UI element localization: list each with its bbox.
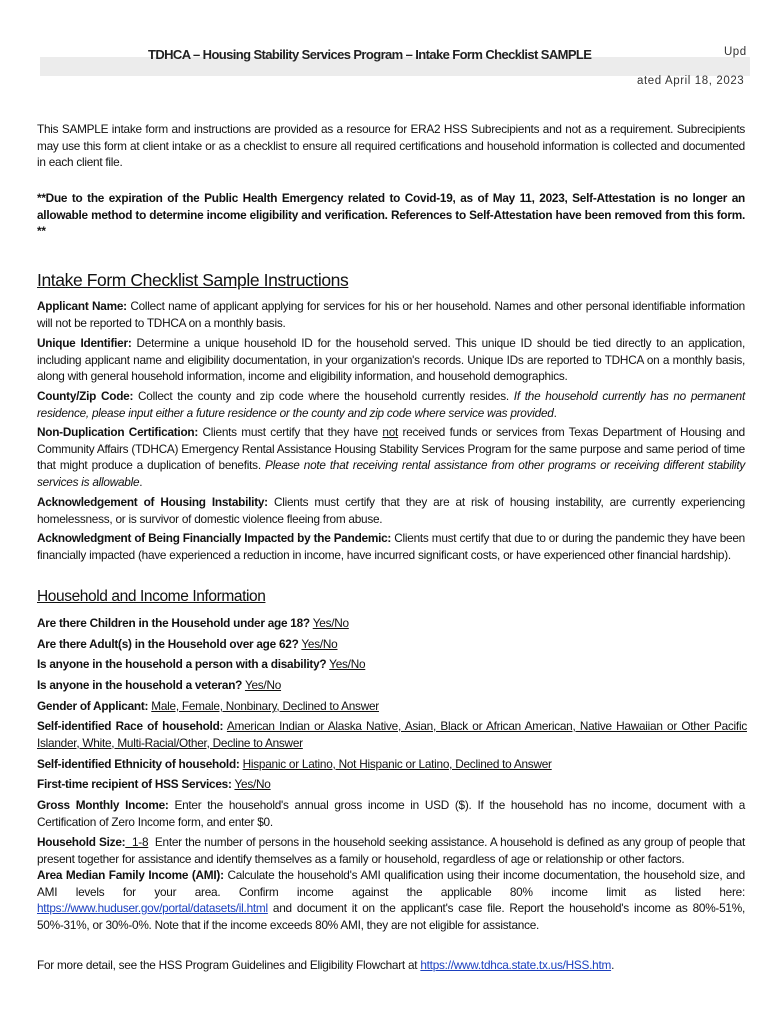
county-zip-instruction: County/Zip Code: Collect the county and zip code where the household currently resides. If the household currently has no permanent residence, please input either a future residence or the county and zip code where service was provided. <box>37 389 746 420</box>
updated-date: ated April 18, 2023 <box>637 75 745 87</box>
answer-options: Male, Female, Nonbinary, Declined to Answer <box>151 699 379 713</box>
question-children: Are there Children in the Household under age 18? Yes/No <box>37 616 349 630</box>
question-adults-over-62: Are there Adult(s) in the Household over age 62? Yes/No <box>37 637 338 651</box>
answer-options: Hispanic or Latino, Not Hispanic or Latino, Declined to Answer <box>242 757 552 771</box>
answer-options: American Indian or Alaska Native, Asian, Black or African American, Native Hawaiian or Other Pacific Islander, White, Multi-Racial/Other, Decline to Answer <box>37 719 747 750</box>
covid-notice: **Due to the expiration of the Public Health Emergency related to Covid-19, as of May 11, 2023, Self-Attestation is no longer an allowable method to determine income eligibility and verification. References to Self-Attestation have been removed from this form. ** <box>37 191 745 238</box>
question-ethnicity: Self-identified Ethnicity of household: Hispanic or Latino, Not Hispanic or Latino, Declined to Answer <box>37 757 552 771</box>
applicant-name-instruction: Applicant Name: Collect name of applicant applying for services for his or her household. Names and other personal identifiable information will not be reported to TDHCA on a monthly basis. <box>37 299 745 330</box>
answer-options: Yes/No <box>301 637 338 651</box>
unique-identifier-instruction: Unique Identifier: Determine a unique household ID for the household served. This unique ID should be tied directly to an application, including applicant name and eligibility documentation, in your organization's records. Unique IDs are reported to TDHCA on a monthly basis, along with general household information, income and eligibility information, and household demographics. <box>37 336 745 383</box>
housing-instability-instruction: Acknowledgement of Housing Instability: Clients must certify that they are at risk of housing instability, are currently experiencing homelessness, or is survivor of domestic violence fleeing from abuse. <box>37 495 745 526</box>
household-size-instruction: Household Size: 1-8 Enter the number of persons in the household seeking assistance. A household is defined as any group of people that present together for assistance and identify themselves as a family or household, regardless of age or relationship or other factors. <box>37 835 749 866</box>
footer-note: For more detail, see the HSS Program Guidelines and Eligibility Flowchart at https://www.tdhca.state.tx.us/HSS.htm. <box>37 958 615 972</box>
question-veteran: Is anyone in the household a veteran? Yes/No <box>37 678 282 692</box>
financially-impacted-instruction: Acknowledgment of Being Financially Impacted by the Pandemic: Clients must certify that due to or during the pandemic they have been financially impacted (have experienced a reduction in income, have incurred significant costs, or have experienced other financial hardship). <box>37 531 745 562</box>
question-race: Self-identified Race of household: American Indian or Alaska Native, Asian, Black or African American, Native Hawaiian or Other Pacific Islander, White, Multi-Racial/Other, Decline to Answer <box>37 719 747 750</box>
question-disability: Is anyone in the household a person with a disability? Yes/No <box>37 657 366 671</box>
ami-instruction: Area Median Family Income (AMI): Calculate the household's AMI qualification using their income documentation, the household size, and AMI levels for your area. Confirm income against the applicable 80% income limit as listed here: https://www.huduser.gov/portal/datasets/il.html and document it on the applicant's case file. Report the household's income as 80%-51%, 50%-31%, or 30%-0%. Note that if the income exceeds 80% AMI, they are not eligible for assistance. <box>37 868 745 932</box>
answer-options: Yes/No <box>312 616 349 630</box>
answer-options: Yes/No <box>234 777 271 791</box>
huduser-link[interactable]: https://www.huduser.gov/portal/datasets/il.html <box>37 901 268 915</box>
tdhca-hss-link[interactable]: https://www.tdhca.state.tx.us/HSS.htm <box>420 958 612 972</box>
gross-income-instruction: Gross Monthly Income: Enter the household's annual gross income in USD ($). If the household has no income, document with a Certification of Zero Income form, and enter $0. <box>37 798 745 829</box>
answer-options: Yes/No <box>244 678 282 692</box>
answer-options: Yes/No <box>329 657 366 671</box>
instructions-heading: Intake Form Checklist Sample Instructions <box>37 270 349 290</box>
updated-prefix: Upd <box>724 46 747 58</box>
question-gender: Gender of Applicant: Male, Female, Nonbinary, Declined to Answer <box>37 699 379 713</box>
household-heading: Household and Income Information <box>37 588 266 605</box>
document-title: TDHCA – Housing Stability Services Program – Intake Form Checklist SAMPLE <box>148 47 592 62</box>
question-first-time: First-time recipient of HSS Services: Yes/No <box>37 777 271 791</box>
non-duplication-instruction: Non-Duplication Certification: Clients must certify that they have not received funds or services from Texas Department of Housing and Community Affairs (TDHCA) Emergency Rental Assistance Housing Stability Services Program for the same purpose and same period of time that might produce a duplication of benefits. Please note that receiving rental assistance from other programs or receiving different stability services is allowable. <box>37 425 746 489</box>
intro-paragraph: This SAMPLE intake form and instructions are provided as a resource for ERA2 HSS Subrecipients and not as a requirement. Subrecipients may use this form at client intake or as a checklist to ensure all required certifications and household information is collected and documented in each client file. <box>37 122 745 169</box>
